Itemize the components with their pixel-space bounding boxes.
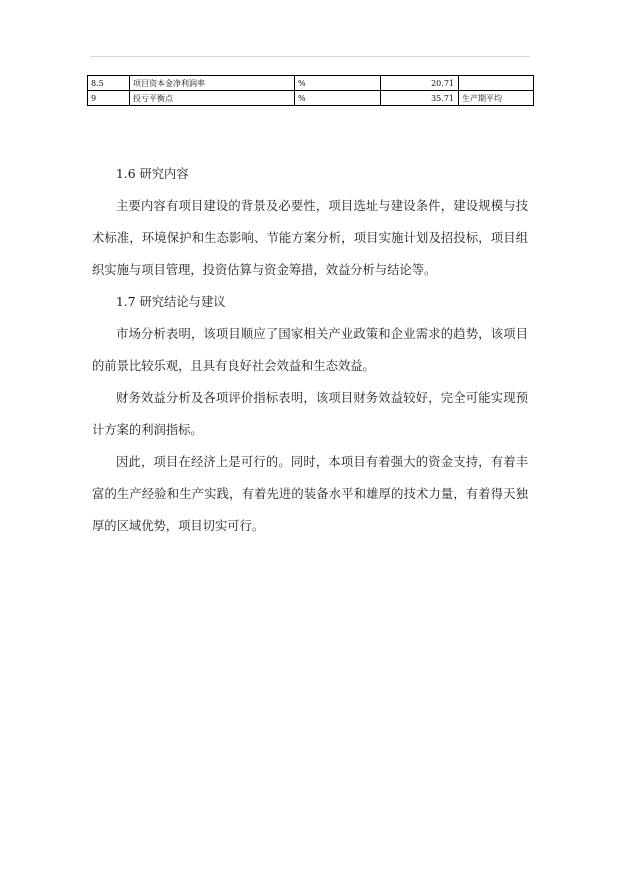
- row-id-cell: 9: [88, 91, 130, 106]
- row-name-cell: 项目资本金净利润率: [130, 76, 295, 91]
- section-heading-1-7: 1.7 研究结论与建议: [116, 295, 226, 309]
- section-heading-1-6: 1.6 研究内容: [116, 167, 189, 181]
- row-unit-cell: %: [295, 76, 381, 91]
- financial-metrics-table: [87, 75, 534, 106]
- table-row: [88, 91, 534, 106]
- row-note-cell: [459, 76, 534, 91]
- row-id-cell: 8.5: [88, 76, 130, 91]
- paragraph-research-content: 主要内容有项目建设的背景及必要性，项目选址与建设条件，建设规模与技术标准，环境保护和生态影响、节能方案分析，项目实施计划及招投标，项目组织实施与项目管理，投资估算与资金筹措，效益分析与结论等。: [92, 199, 528, 277]
- row-note-cell: 生产期平均: [459, 91, 534, 106]
- row-value-cell: 20.71: [381, 76, 459, 91]
- paragraph-financial-analysis: 财务效益分析及各项评价指标表明，该项目财务效益较好，完全可能实现预计方案的利润指标。: [92, 391, 528, 437]
- table-row: [88, 76, 534, 91]
- row-name-cell: 投亏平衡点: [130, 91, 295, 106]
- header-rule: [90, 56, 530, 57]
- paragraph-market-analysis: 市场分析表明，该项目顺应了国家相关产业政策和企业需求的趋势，该项目的前景比较乐观，且具有良好社会效益和生态效益。: [92, 327, 528, 373]
- row-unit-cell: %: [295, 91, 381, 106]
- document-body: [92, 158, 528, 542]
- paragraph-conclusion: 因此，项目在经济上是可行的。同时，本项目有着强大的资金支持，有着丰富的生产经验和生产实践，有着先进的装备水平和雄厚的技术力量，有着得天独厚的区域优势，项目切实可行。: [92, 455, 528, 533]
- row-value-cell: 35.71: [381, 91, 459, 106]
